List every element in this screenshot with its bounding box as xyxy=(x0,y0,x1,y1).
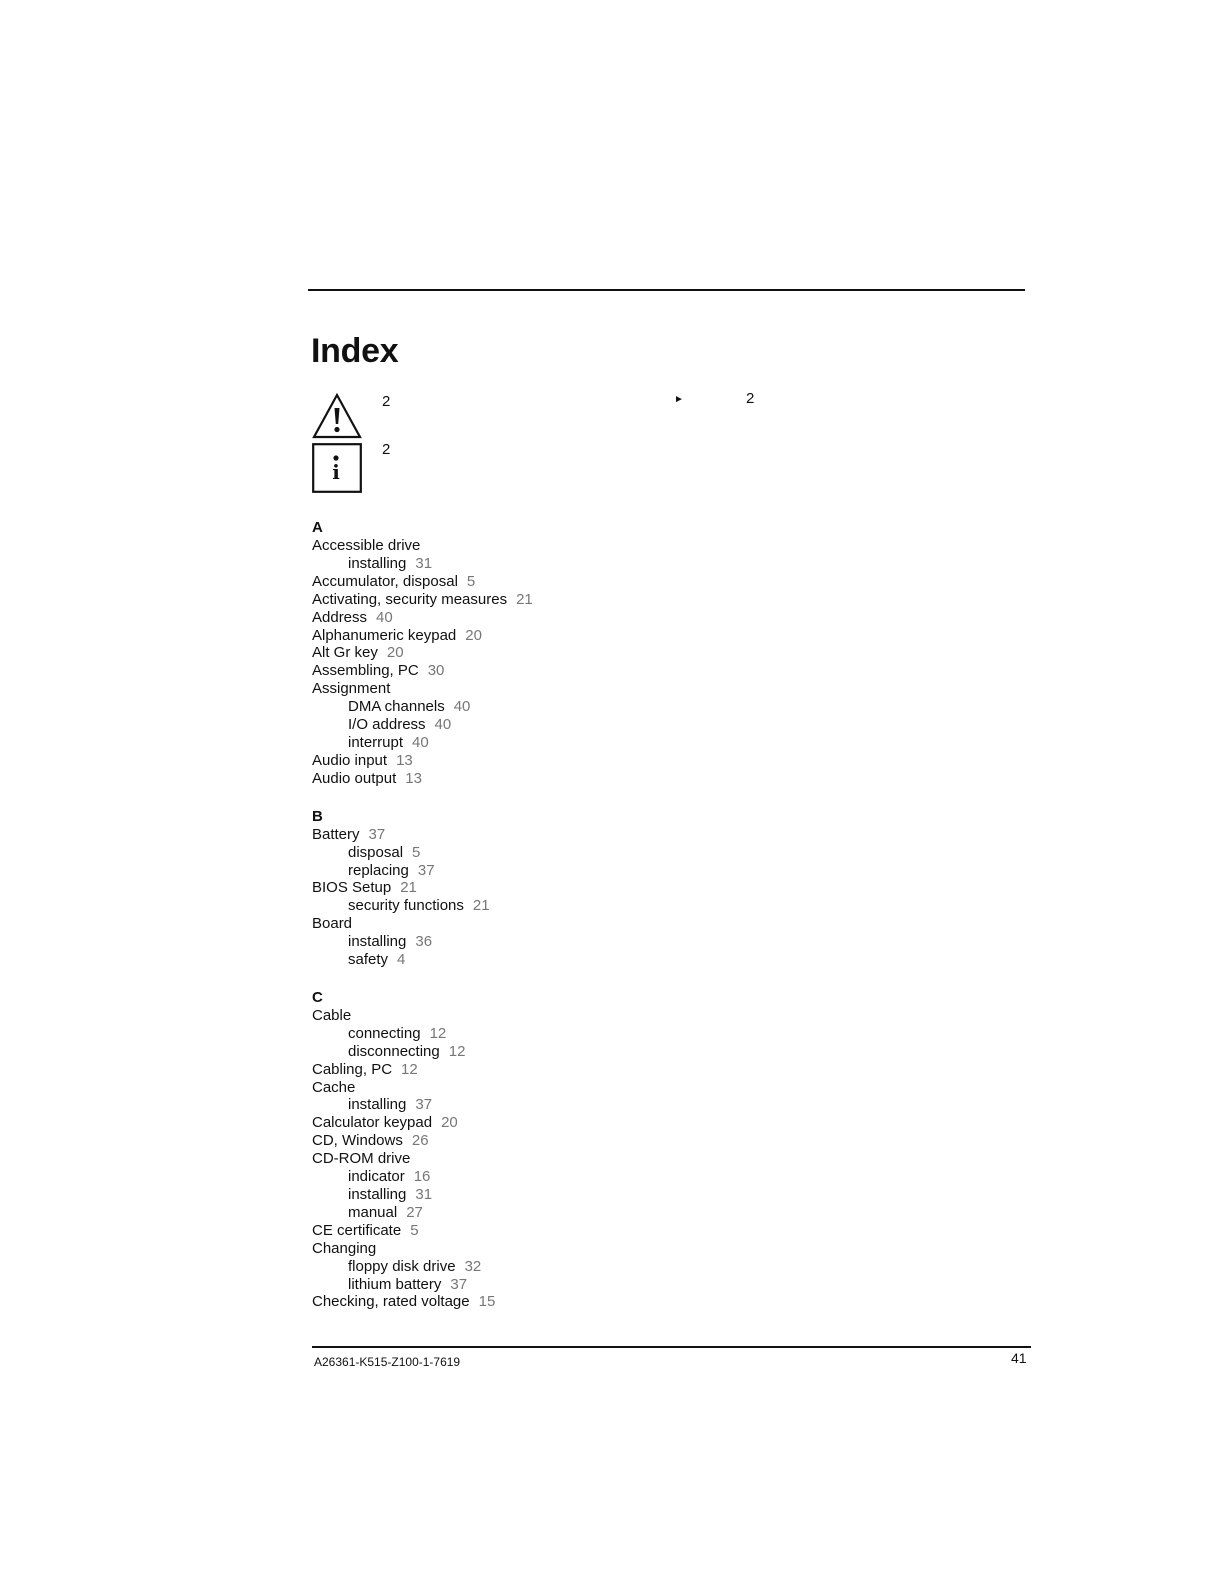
top-rule xyxy=(308,289,1025,291)
index-subentry xyxy=(312,734,672,752)
index-page-ref: 12 xyxy=(429,1024,447,1042)
index-term: Assembling, PC xyxy=(312,662,419,680)
index-page-ref: 13 xyxy=(396,751,413,769)
index-term: Address xyxy=(312,608,368,626)
index-page-ref: 16 xyxy=(413,1168,431,1186)
index-term: DMA channels xyxy=(348,698,445,716)
index-term: Cable xyxy=(312,1006,352,1024)
index-term: interrupt xyxy=(348,733,404,751)
index-page-ref: 21 xyxy=(400,879,417,897)
index-entry xyxy=(312,1079,672,1097)
index-term: connecting xyxy=(348,1024,421,1042)
index-page-ref: 30 xyxy=(427,662,445,680)
index-term: Alt Gr key xyxy=(312,644,378,662)
section-letter: C xyxy=(312,988,323,1006)
index-term: I/O address xyxy=(348,716,426,734)
index-term: replacing xyxy=(348,861,409,879)
index-page-ref: 37 xyxy=(415,1096,433,1114)
index-subentry xyxy=(312,1043,672,1061)
index-term: Changing xyxy=(312,1239,377,1257)
index-page-ref: 21 xyxy=(516,590,533,608)
index-section xyxy=(312,989,672,1311)
arrow-right-icon: ► xyxy=(674,394,684,405)
index-term: Assignment xyxy=(312,680,391,698)
index-entry xyxy=(312,879,672,897)
index-page-ref: 36 xyxy=(415,933,433,951)
index-page-ref: 13 xyxy=(405,769,422,787)
index-term: Cabling, PC xyxy=(312,1060,393,1078)
index-term: lithium battery xyxy=(348,1275,442,1293)
section-letter: B xyxy=(312,807,323,825)
index-entry xyxy=(312,573,672,591)
index-page-ref: 20 xyxy=(386,644,404,662)
index-subentry xyxy=(312,716,672,734)
index-page-ref: 37 xyxy=(368,825,386,843)
index-entry xyxy=(312,1061,672,1079)
svg-text:i: i xyxy=(332,460,340,484)
index-term: installing xyxy=(348,933,407,951)
index-subentry xyxy=(312,1096,672,1114)
index-subentry xyxy=(312,1204,672,1222)
index-section xyxy=(312,808,672,969)
index-term: Calculator keypad xyxy=(312,1114,433,1132)
index-page-ref: 15 xyxy=(478,1293,496,1311)
index-entry xyxy=(312,591,672,609)
index-term: Alphanumeric keypad xyxy=(312,626,457,644)
index-subentry xyxy=(312,897,672,915)
index-column xyxy=(312,519,672,1331)
index-entry xyxy=(312,680,672,698)
bottom-rule xyxy=(312,1346,1031,1348)
index-page-ref: 40 xyxy=(376,608,393,626)
index-page-ref: 32 xyxy=(464,1257,482,1275)
index-entry xyxy=(312,662,672,680)
index-term: installing xyxy=(348,1186,407,1203)
index-term: Checking, rated voltage xyxy=(312,1293,470,1311)
index-entry xyxy=(312,1114,672,1132)
index-subentry xyxy=(312,1025,672,1043)
index-subentry xyxy=(312,1168,672,1186)
index-term: Battery xyxy=(312,825,360,843)
index-term: security functions xyxy=(348,897,464,915)
index-subentry xyxy=(312,933,672,951)
index-section xyxy=(312,519,672,788)
index-term: CD-ROM drive xyxy=(312,1150,411,1168)
index-entry xyxy=(312,1150,672,1168)
index-page-ref: 12 xyxy=(401,1060,418,1078)
index-term: Activating, security measures xyxy=(312,590,508,608)
index-term: disposal xyxy=(348,843,404,861)
index-entry xyxy=(312,770,672,788)
index-page-ref: 20 xyxy=(465,626,482,644)
index-page-ref: 5 xyxy=(412,843,421,861)
index-entry xyxy=(312,1240,672,1258)
index-page-ref: 40 xyxy=(412,733,429,751)
page-number: 41 xyxy=(1011,1350,1027,1366)
index-page-ref: 20 xyxy=(441,1114,458,1132)
index-term: Audio output xyxy=(312,769,397,787)
index-page-ref: 40 xyxy=(453,698,471,716)
index-subentry xyxy=(312,1276,672,1294)
index-term: Board xyxy=(312,915,353,933)
page-title: Index xyxy=(311,332,399,370)
index-page-ref: 37 xyxy=(417,861,435,879)
warning-symbol-page: 2 xyxy=(382,393,391,410)
index-entry xyxy=(312,752,672,770)
index-term: Accessible drive xyxy=(312,537,421,554)
index-page-ref: 12 xyxy=(448,1042,466,1060)
index-entry xyxy=(312,609,672,627)
index-term: Audio input xyxy=(312,751,388,769)
document-code: A26361-K515-Z100-1-7619 xyxy=(314,1355,461,1369)
index-term: BIOS Setup xyxy=(312,879,392,897)
index-term: CE certificate xyxy=(312,1221,402,1239)
index-page-ref: 26 xyxy=(411,1132,429,1150)
index-page-ref: 37 xyxy=(450,1275,468,1293)
index-page-ref: 31 xyxy=(415,554,433,572)
index-subentry xyxy=(312,555,672,573)
info-symbol-page: 2 xyxy=(382,441,391,458)
index-page-ref: 21 xyxy=(472,897,490,915)
index-entry xyxy=(312,1132,672,1150)
index-term: indicator xyxy=(348,1168,405,1186)
index-entry xyxy=(312,826,672,844)
index-subentry xyxy=(312,698,672,716)
index-term: CD, Windows xyxy=(312,1132,403,1150)
index-term: installing xyxy=(348,1096,407,1114)
index-term: floppy disk drive xyxy=(348,1257,456,1275)
index-entry xyxy=(312,915,672,933)
index-term: disconnecting xyxy=(348,1042,440,1060)
index-entry xyxy=(312,644,672,662)
index-term: manual xyxy=(348,1203,398,1221)
index-page-ref: 31 xyxy=(415,1186,433,1203)
section-letter: A xyxy=(312,519,323,536)
index-subentry xyxy=(312,951,672,969)
index-page-ref: 40 xyxy=(434,716,452,734)
info-box-icon xyxy=(312,443,362,498)
index-page-ref: 5 xyxy=(410,1221,419,1239)
index-term: installing xyxy=(348,554,407,572)
index-subentry xyxy=(312,862,672,880)
index-entry xyxy=(312,1222,672,1240)
index-subentry xyxy=(312,1186,672,1204)
index-term: safety xyxy=(348,951,389,969)
index-subentry xyxy=(312,1258,672,1276)
warning-triangle-icon xyxy=(311,392,363,445)
index-entry xyxy=(312,1293,672,1311)
index-entry xyxy=(312,537,672,555)
index-term: Accumulator, disposal xyxy=(312,572,458,590)
index-page-ref: 5 xyxy=(466,572,476,590)
index-term: Cache xyxy=(312,1078,356,1096)
index-entry xyxy=(312,1007,672,1025)
index-entry xyxy=(312,627,672,645)
index-subentry xyxy=(312,844,672,862)
arrow-symbol-page: 2 xyxy=(746,390,755,407)
index-page-ref: 4 xyxy=(397,951,406,969)
index-page-ref: 27 xyxy=(406,1203,423,1221)
